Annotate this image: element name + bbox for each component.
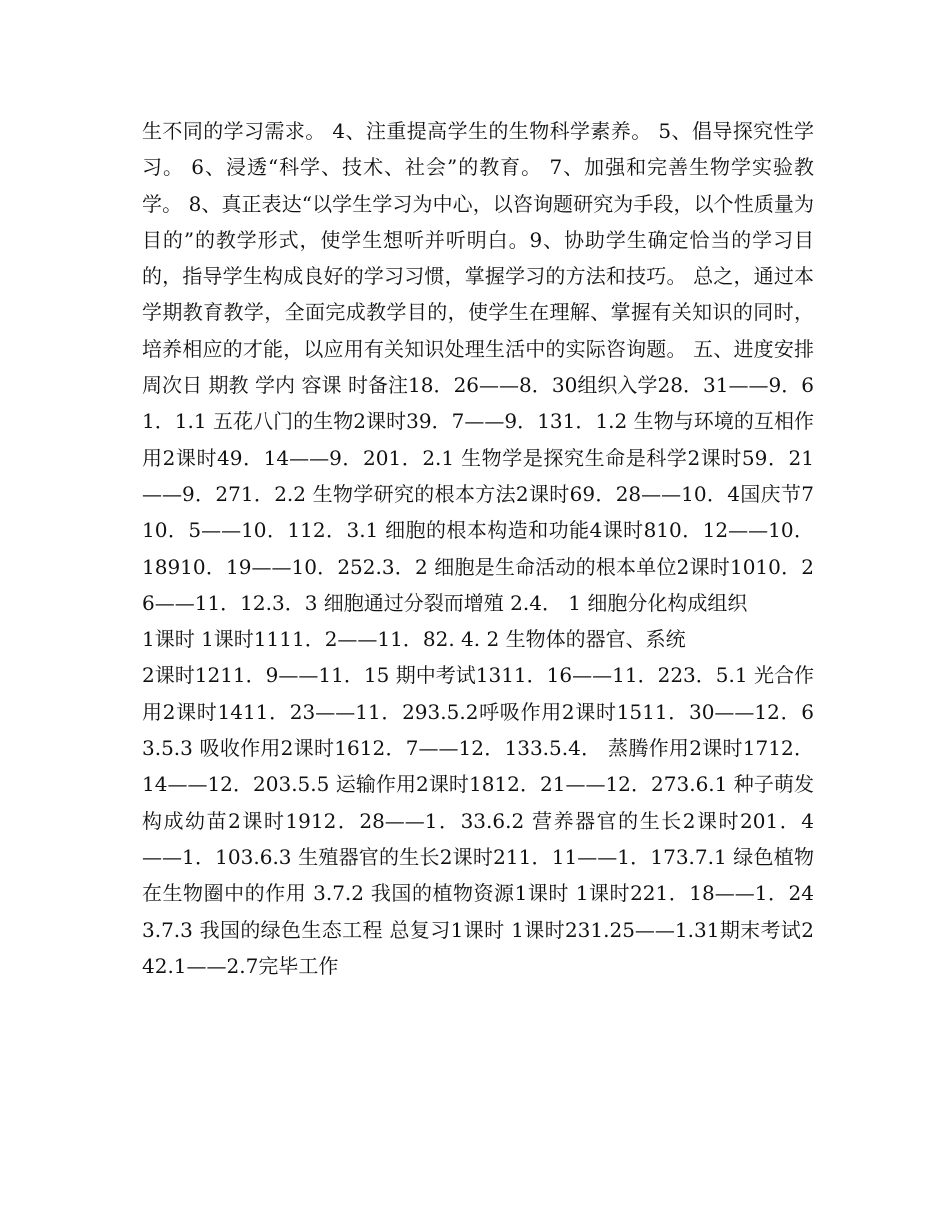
document-body xyxy=(142,113,814,984)
paragraph-schedule-week-11: 1课时 1课时1111．2——11．82. 4. 2 生物体的器官、系统 xyxy=(142,627,686,652)
paragraph-teaching-goals-and-schedule: 生不同的学习需求。 4、注重提高学生的生物科学素养。 5、倡导探究性学习。 6、浸透“科学、技术、社会”的教育。 7、加强和完善生物学实验教学。 8、真正表达“以学生学习为中心，以咨询题研究为手段，以个性质量为目的”的教学形式，使学生想听并听明白。9、协助学生确定恰当的学习目的，指导学生构成良好的学习习惯，掌握学习的方法和技巧。 总之，通过本学期教育教学，全面完成教学目的，使学生在理解、掌握有关知识的同时，培养相应的才能，以应用有关知识处理生活中的实际咨询题。 五、进度安排 周次日 期教 学内 容课 时备注18．26——8．30组织入学28．31——9．61．1.1 五花八门的生物2课时39．7——9．131．1.2 生物与环境的互相作用2课时49．14——9．201．2.1 生物学是探究生命是科学2课时59．21——9．271．2.2 生物学研究的根本方法2课时69．28——10．4国庆节710．5——10．112．3.1 细胞的根本构造和功能4课时810．12——10．18910．19——10．252.3．2 细胞是生命活动的根本单位2课时1010．26——11．12.3．3 细胞通过分裂而增殖 2.4． 1 细胞分化构成组织 xyxy=(142,119,814,615)
paragraph-schedule-week-12-to-24: 2课时1211．9——11．15 期中考试1311．16——11．223．5.1 光合作用2课时1411．23——11．293.5.2呼吸作用2课时1511．30——12．63.5.3 吸收作用2课时1612．7——12．133.5.4． 蒸腾作用2课时1712．14——12．203.5.5 运输作用2课时1812．21——12．273.6.1 种子萌发构成幼苗2课时1912．28——1．33.6.2 营养器官的生长2课时201．4——1．103.6.3 生殖器官的生长2课时211．11——1．173.7.1 绿色植物在生物圈中的作用 3.7.2 我国的植物资源1课时 1课时221．18——1．243.7.3 我国的绿色生态工程 总复习1课时 1课时231.25——1.31期末考试242.1——2.7完毕工作 xyxy=(142,663,814,978)
